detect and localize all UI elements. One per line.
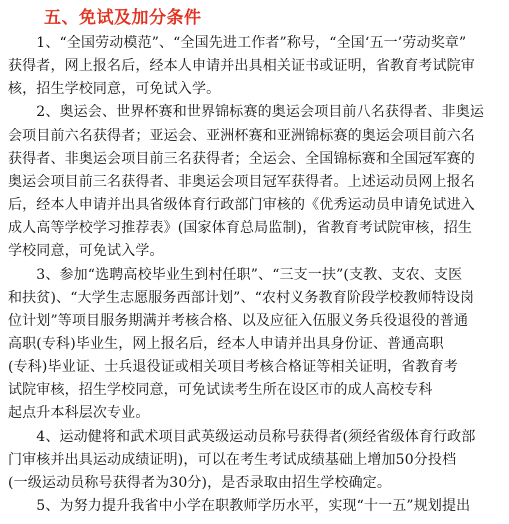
text-line: 后，经本人申请并出具省级体育行政部门审核的《优秀运动员申请免试进入 (8, 197, 475, 214)
text-line: 会项目前六名获得者；亚运会、亚洲杯赛和亚洲锦标赛的奥运会项目前六名 (8, 127, 475, 144)
text-line: 获得者、非奥运会项目前三名获得者；全运会、全国锦标赛和全国冠军赛的 (8, 150, 475, 167)
text-line: 奥运会项目前三名获得者、非奥运会项目冠军获得者。上述运动员网上报名 (8, 173, 475, 190)
text-line: 4、运动健将和武术项目武英级运动员称号获得者(须经省级体育行政部 (8, 428, 476, 445)
text-line: 2、奥运会、世界杯赛和世界锦标赛的奥运会项目前八名获得者、非奥运 (8, 104, 485, 121)
text-line: 试院审核，招生学校同意，可免试读考生所在设区市的成人高校专科 (8, 382, 433, 399)
text-line: (一级运动员称号获得者为30分)，是否录取由招生学校确定。 (8, 474, 392, 491)
text-line: 高职(专科)毕业生，网上报名后，经本人申请并出具身份证、普通高职 (8, 335, 444, 352)
section-heading: 五、免试及加分条件 (44, 8, 202, 28)
text-line: 和扶贫)、“大学生志愿服务西部计划”、“农村义务教育阶段学校教师特设岗 (8, 289, 475, 306)
text-line: 3、参加“选聘高校毕业生到村任职”、“三支一扶”(支教、支农、支医 (8, 266, 463, 283)
text-line: 获得者，网上报名后，经本人申请并出具相关证书或证明，省教育考试院审 (8, 58, 475, 75)
text-line: 成人高等学校学习推荐表》(国家体育总局监制)，省教育考试院审核，招生 (8, 220, 473, 237)
text-line: 5、为努力提升我省中小学在职教师学历水平，实现“十一五”规划提出 (8, 498, 471, 514)
text-line: 1、“全国劳动模范”、“全国先进工作者”称号，“全国‘五一’劳动奖章” (8, 35, 467, 51)
text-line: (专科)毕业证、士兵退役证或相关项目考核合格证等相关证明，省教育考 (8, 359, 458, 376)
text-line: 起点升本科层次专业。 (8, 405, 150, 422)
text-line: 门审核并出具运动成绩证明)，可以在考生考试成绩基础上增加50分投档 (8, 451, 457, 468)
text-line: 核，招生学校同意，可免试入学。 (8, 81, 221, 98)
text-line: 位计划”等项目服务期满并考核合格、以及应征入伍服义务兵役退役的普通 (8, 312, 469, 329)
text-line: 学校同意，可免试入学。 (8, 243, 164, 260)
